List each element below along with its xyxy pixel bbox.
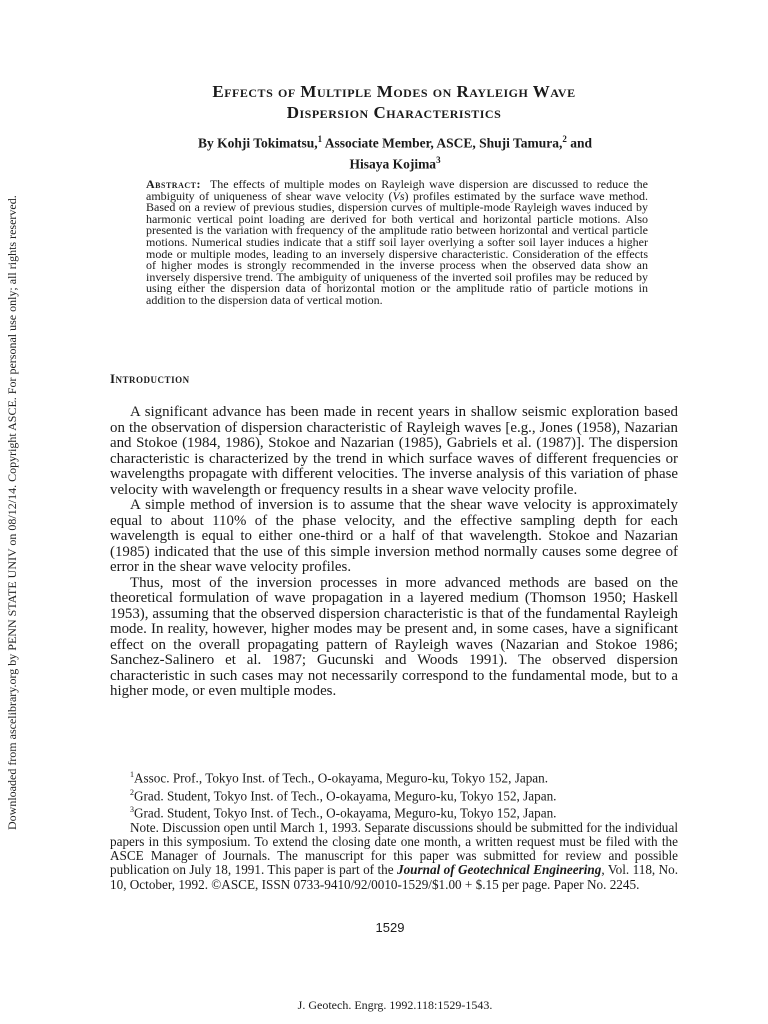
footnote-3-text: Grad. Student, Tokyo Inst. of Tech., O-okayama, Meguro-ku, Tokyo 152, Japan. bbox=[134, 805, 557, 821]
abstract-text-2: ) profiles estimated by the surface wave method. Based on a review of previous studies, dispersion curves of multiple-mode Rayleigh waves induced by harmonic vertical point loading are derived for both vertical and horizontal particle motions. Also presented is the variation with frequency of the amplitude ratio between horizontal and vertical particle motions. Numerical studies indicate that a stiff soil layer overlying a softer soil layer induces a higher mode or multiple modes, leading to an inversely dispersive characteristic. Consideration of the effects of higher modes is strongly recommended in the inverse process when the observed data show an inversely dispersive trend. The ambiguity of uniqueness of the inverted soil profiles may be reduced by using either the dispersion data of horizontal motion or the amplitude ratio of particle motions in addition to the dispersion data of vertical motion. bbox=[146, 188, 649, 307]
download-watermark: Downloaded from ascelibrary.org by PENN STATE UNIV on 08/12/14. Copyright ASCE. For personal use only; all rights reserved. bbox=[5, 195, 19, 830]
paper-title bbox=[130, 81, 658, 123]
footnote-1 bbox=[110, 768, 678, 786]
footnote-2 bbox=[110, 786, 678, 804]
author-prefix: By Kohji Tokimatsu, bbox=[197, 135, 318, 151]
abstract-text-1: The effects of multiple modes on Rayleigh wave dispersion are discussed to reduce the ambiguity of uniqueness of shear wave velocity ( bbox=[146, 177, 648, 203]
author-and: and bbox=[566, 135, 593, 151]
paragraph: A simple method of inversion is to assume that the shear wave velocity is approximately equal to about 110% of the phase velocity, and the effective sampling depth for each wavelength is equal to either one-third or a half of that wavelength. Stokoe and Nazarian (1985) indicated that the use of this simple inversion method normally causes some degree of error in the shear wave velocity profiles. bbox=[110, 497, 678, 575]
introduction-body bbox=[110, 405, 678, 700]
section-heading-introduction: Introduction bbox=[110, 371, 190, 386]
footnote-1-text: Assoc. Prof., Tokyo Inst. of Tech., O-okayama, Meguro-ku, Tokyo 152, Japan. bbox=[134, 770, 549, 786]
note-text-2: , Vol. 118, No. 10, October, 1992. ©ASCE, ISSN 0733-9410/92/0010-1529/$1.00 + $.15 per page. Paper No. 2245. bbox=[110, 862, 679, 892]
paragraph: Thus, most of the inversion processes in more advanced methods are based on the theoretical formulation of wave propagation in a layered medium (Thomson 1950; Haskell 1953), assuming that the observed dispersion characteristic is that of the fundamental Rayleigh mode. In reality, however, higher modes may be present and, in some cases, have a significant effect on the overall propagating pattern of Rayleigh waves (Nazarian and Stokoe 1986; Sanchez-Salinero et al. 1987; Gucunski and Woods 1991). The observed dispersion characteristic in such cases may not necessarily correspond to the fundamental mode, but to a higher mode, or even multiple modes. bbox=[110, 574, 678, 699]
title-line-2: Dispersion Characteristics bbox=[286, 103, 502, 122]
journal-name: Journal of Geotechnical Engineering bbox=[396, 862, 602, 878]
author-2-mark: 2 bbox=[562, 134, 567, 144]
citation-footer: J. Geotech. Engrg. 1992.118:1529-1543. bbox=[297, 998, 493, 1012]
footnote-2-text: Grad. Student, Tokyo Inst. of Tech., O-okayama, Meguro-ku, Tokyo 152, Japan. bbox=[134, 787, 557, 803]
footnote-3 bbox=[110, 803, 678, 821]
footnote-1-mark: 1 bbox=[130, 770, 134, 779]
footnote-2-mark: 2 bbox=[130, 787, 134, 797]
author-3-mark: 3 bbox=[436, 154, 441, 165]
note-text-1: Note. Discussion open until March 1, 1993. Separate discussions should be submitted for the individual papers in this symposium. To extend the closing date one month, a written request must be filed with the ASCE Manager of Journals. The manuscript for this paper was submitted for review and possible publication on July 18, 1991. This paper is part of the bbox=[110, 819, 678, 878]
abstract bbox=[146, 179, 648, 307]
page-number: 1529 bbox=[375, 920, 405, 935]
footnotes bbox=[110, 768, 678, 892]
footnote-note bbox=[110, 821, 678, 892]
abstract-vs-symbol: Vs bbox=[392, 188, 405, 203]
paragraph: A significant advance has been made in recent years in shallow seismic exploration based on the observation of dispersion characteristic of Rayleigh waves [e.g., Jones (1958), Nazarian and Stokoe (1984, 1986), Stokoe and Nazarian (1985), Gabriels et al. (1987)]. The dispersion characteristic is characterized by the trend in which surface waves of different frequencies or wavelengths propagate with different velocities. The inverse analysis of this variation of phase velocity with wavelength or frequency results in a shear wave velocity profile. bbox=[110, 404, 678, 498]
footnote-3-mark: 3 bbox=[130, 805, 134, 815]
author-list bbox=[140, 131, 650, 172]
author-1-mark: 1 bbox=[317, 134, 323, 144]
abstract-label: Abstract: bbox=[146, 177, 201, 191]
title-line-1: Effects of Multiple Modes on Rayleigh Wave bbox=[212, 82, 576, 101]
author-text-2: Associate Member, ASCE, Shuji Tamura, bbox=[322, 135, 563, 151]
author-3-name: Hisaya Kojima bbox=[349, 156, 437, 171]
